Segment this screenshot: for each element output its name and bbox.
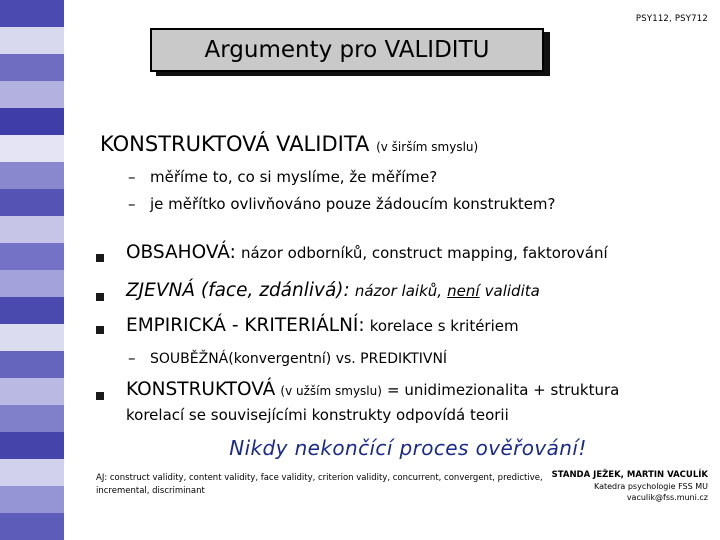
bullet-text-a: názor laiků,	[354, 282, 443, 300]
sub-item-1	[128, 168, 437, 186]
course-code: PSY112, PSY712	[635, 14, 708, 24]
footer-authors	[552, 470, 708, 503]
dash: –	[128, 168, 136, 186]
stripe-square	[0, 216, 64, 243]
stripe-square	[0, 27, 64, 54]
sub-item-text: SOUBĚŽNÁ(konvergentní) vs. PREDIKTIVNÍ	[150, 351, 448, 367]
heading-main: KONSTRUKTOVÁ VALIDITA	[100, 132, 370, 156]
stripe-square	[0, 54, 64, 81]
stripe-square	[0, 162, 64, 189]
bullet-square-icon	[96, 293, 104, 301]
bullet-note: (v užším smyslu)	[280, 384, 382, 398]
sub-item-2	[128, 195, 556, 213]
stripe-square	[0, 135, 64, 162]
stripe-square	[0, 108, 64, 135]
stripe-square	[0, 351, 64, 378]
stripe-square	[0, 378, 64, 405]
bullet-square-icon	[96, 254, 104, 262]
bullet-term: OBSAHOVÁ:	[126, 242, 236, 263]
stripe-square	[0, 189, 64, 216]
title-box	[150, 28, 544, 72]
bullet-term: KONSTRUKTOVÁ	[126, 379, 276, 400]
bullet-text-c: validita	[484, 282, 540, 300]
stripe-square	[0, 243, 64, 270]
bullet-term: ZJEVNÁ (face, zdánlivá):	[126, 280, 350, 301]
stripe-square	[0, 486, 64, 513]
bullet-continuation: korelací se souvisejícími konstrukty odpovídá teorii	[126, 406, 509, 424]
dash: –	[128, 195, 136, 213]
never-ending-note: Nikdy nekončící proces ověřování!	[229, 436, 587, 460]
sub-item-text: měříme to, co si myslíme, že měříme?	[150, 168, 438, 186]
bullet-square-icon	[96, 326, 104, 334]
stripe-square	[0, 0, 64, 27]
stripe-square	[0, 270, 64, 297]
stripe-square	[0, 513, 64, 540]
bullet-square-icon	[96, 392, 104, 400]
stripe-square	[0, 81, 64, 108]
bullet-text-b: není	[447, 282, 480, 300]
bullet-text: názor odborníků, construct mapping, faktorování	[240, 244, 608, 262]
slide-title: Argumenty pro VALIDITU	[204, 37, 490, 63]
bullet-term: EMPIRICKÁ - KRITERIÁLNÍ:	[126, 315, 365, 336]
bullet-text: korelace s kritériem	[369, 317, 519, 335]
dash: –	[128, 349, 136, 367]
email: vaculik@fss.muni.cz	[626, 493, 708, 502]
footer-english-terms: AJ: construct validity, content validity, face validity, criterion validity, concurrent, convergent, predictive, incremental, discriminant	[96, 473, 543, 496]
section-heading	[100, 132, 478, 156]
stripe-square	[0, 405, 64, 432]
stripe-square	[0, 324, 64, 351]
heading-note: (v širším smyslu)	[376, 140, 479, 154]
department: Katedra psychologie FSS MU	[593, 482, 708, 491]
stripe-square	[0, 459, 64, 486]
empiricka-sub-item	[128, 349, 447, 367]
authors: STANDA JEŽEK, MARTIN VACULÍK	[551, 470, 708, 480]
sub-item-text: je měřítko ovlivňováno pouze žádoucím konstruktem?	[150, 195, 556, 213]
bullet-text: = unidimezionalita + struktura	[387, 381, 620, 399]
stripe-square	[0, 297, 64, 324]
